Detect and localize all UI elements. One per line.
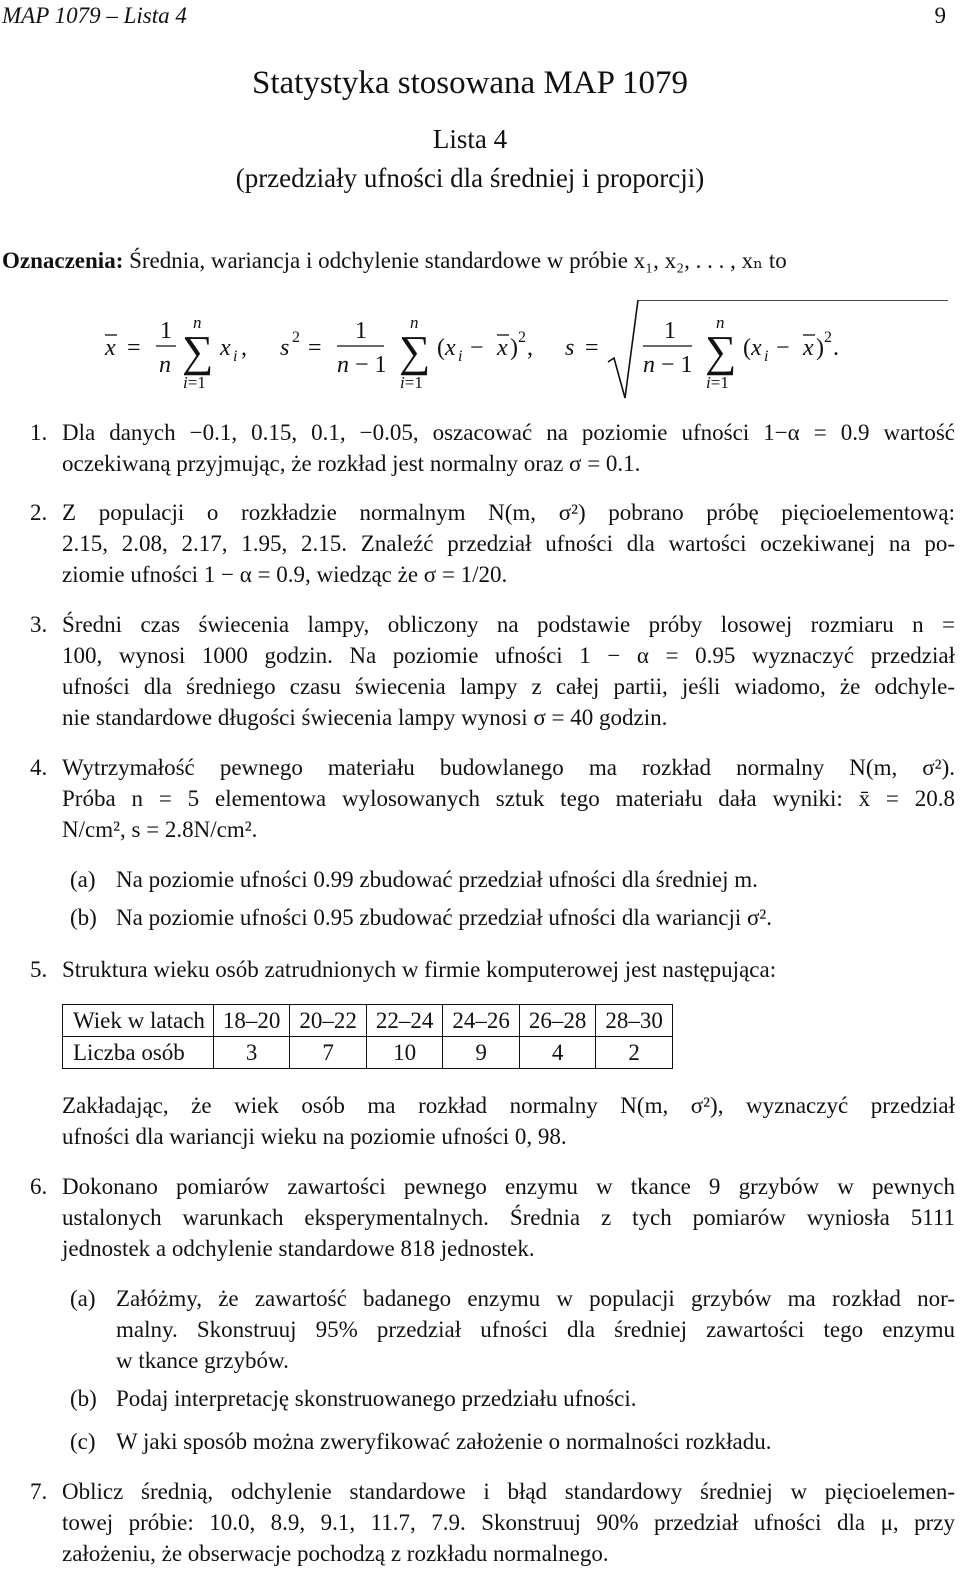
svg-text:.: .: [833, 335, 839, 361]
svg-text:i=1: i=1: [400, 373, 423, 392]
problem-number: 1.: [30, 420, 48, 445]
svg-text:x: x: [803, 335, 814, 361]
problem-line: ziomie ufności 1 − α = 0.9, wiedząc że σ = 1/20.: [62, 562, 508, 587]
svg-text:s: s: [565, 335, 575, 361]
subitem-line: Na poziomie ufności 0.99 zbudować przedział ufności dla średniej m.: [116, 867, 758, 892]
problem-line: nie standardowe długości świecenia lampy wynosi σ = 40 godzin.: [62, 705, 668, 730]
svg-text:): ): [510, 335, 518, 361]
page-number: 9: [934, 3, 946, 28]
problem-5: [30, 954, 955, 985]
svg-text:x: x: [105, 335, 116, 361]
svg-text:(x: (x: [437, 335, 456, 361]
subitem-label: (a): [70, 1286, 96, 1311]
subitem-line: W jaki sposób można zweryfikować założenie o normalności rozkładu.: [116, 1429, 772, 1454]
problem-line: 2.15, 2.08, 2.17, 1.95, 2.15. Znaleźć przedział ufności dla wartości oczekiwanej na po-: [62, 531, 955, 556]
problem-1: [30, 417, 955, 479]
svg-text:,: ,: [241, 335, 247, 361]
problem-line: Oblicz średnią, odchylenie standardowe i błąd standardowy średniej w pięcioelemen-: [62, 1479, 955, 1504]
problem-7: [30, 1476, 955, 1569]
svg-text:s: s: [280, 335, 290, 361]
problem-line: Struktura wieku osób zatrudnionych w firmie komputerowej jest następująca:: [62, 957, 777, 982]
problem-line: Średni czas świecenia lampy, obliczony na podstawie próby losowej rozmiaru n =: [62, 612, 955, 637]
subitem-line: Podaj interpretację skonstruowanego przedziału ufności.: [116, 1386, 637, 1411]
problem-number: 3.: [30, 612, 48, 637]
running-header: MAP 1079 – Lista 4: [2, 3, 187, 28]
notation-text: Średnia, wariancja i odchylenie standardowe w próbie x₁, x₂, . . . , xₙ to: [129, 248, 787, 273]
svg-text:): ): [816, 335, 824, 361]
svg-text:2: 2: [292, 329, 300, 346]
svg-text:n: n: [716, 313, 725, 332]
age-structure-table: [62, 1004, 673, 1069]
svg-text:n − 1: n − 1: [337, 352, 387, 378]
table-cell: 10: [366, 1037, 443, 1069]
svg-text:1: 1: [355, 318, 367, 344]
table-cell: 4: [519, 1037, 596, 1069]
svg-text:1: 1: [664, 318, 676, 344]
table-row: [63, 1005, 673, 1037]
svg-text:n: n: [193, 313, 202, 332]
problem-line: założeniu, że obserwacje pochodzą z rozkładu normalnego.: [62, 1541, 609, 1566]
subitem-label: (b): [70, 905, 97, 930]
table-cell: 3: [213, 1037, 290, 1069]
problem-line: Zakładając, że wiek osób ma rozkład normalny N(m, σ²), wyznaczyć przedział: [62, 1093, 955, 1118]
subitem-line: w tkance grzybów.: [116, 1348, 289, 1373]
svg-text:i: i: [233, 348, 238, 365]
problem-line: N/cm², s = 2.8N/cm².: [62, 817, 258, 842]
svg-text:=: =: [585, 335, 599, 361]
problem-2: [30, 497, 955, 590]
problem-line: jednostek a odchylenie standardowe 818 jednostek.: [62, 1236, 535, 1261]
table-cell: 9: [443, 1037, 520, 1069]
problem-4-subitem-a: [70, 864, 955, 895]
svg-text:−: −: [776, 335, 790, 361]
problem-line: ustalonych warunkach eksperymentalnych. Średnia z tych pomiarów wyniosła 5111: [62, 1205, 955, 1230]
problem-number: 4.: [30, 755, 48, 780]
problem-line: oczekiwaną przyjmując, że rozkład jest normalny oraz σ = 0.1.: [62, 451, 641, 476]
table-cell: 20–22: [290, 1005, 367, 1037]
svg-text:i: i: [764, 348, 769, 365]
document-title: Statystyka stosowana MAP 1079: [251, 65, 689, 101]
svg-text:2: 2: [518, 329, 526, 346]
problem-line: 100, wynosi 1000 godzin. Na poziomie ufności 1 − α = 0.95 wyznaczyć przedział: [62, 643, 955, 668]
age-structure-table-wrap: [62, 1004, 673, 1069]
notation-label: Oznaczenia:: [2, 248, 124, 273]
svg-text:i: i: [458, 348, 463, 365]
statistics-formulas: [0, 300, 960, 405]
svg-text:1: 1: [160, 318, 172, 344]
svg-text:,: ,: [527, 335, 533, 361]
subitem-label: (a): [70, 867, 96, 892]
problem-line: Dla danych −0.1, 0.15, 0.1, −0.05, oszacować na poziomie ufności 1−α = 0.9 wartość: [62, 420, 955, 445]
table-cell: Wiek w latach: [63, 1005, 214, 1037]
problem-number: 5.: [30, 957, 48, 982]
list-title: Lista 4: [432, 124, 508, 154]
svg-text:−: −: [470, 335, 484, 361]
table-cell: 22–24: [366, 1005, 443, 1037]
subitem-label: (c): [70, 1429, 96, 1454]
table-cell: 24–26: [443, 1005, 520, 1037]
problem-line: ufności dla średniego czasu świecenia lampy z całej partii, jeśli wiadomo, że odchyle-: [62, 674, 955, 699]
svg-text:n − 1: n − 1: [643, 352, 693, 378]
problem-line: Dokonano pomiarów zawartości pewnego enzymu w tkance 9 grzybów w pewnych: [62, 1174, 955, 1199]
svg-text:(x: (x: [743, 335, 762, 361]
problem-6-subitem-a: [70, 1283, 955, 1376]
svg-text:n: n: [410, 313, 419, 332]
svg-text:x: x: [497, 335, 508, 361]
problem-6-subitem-c: [70, 1426, 955, 1457]
table-cell: 7: [290, 1037, 367, 1069]
problem-number: 7.: [30, 1479, 48, 1504]
problem-4-subitem-b: [70, 902, 955, 933]
subitem-line: Załóżmy, że zawartość badanego enzymu w populacji grzybów ma rozkład nor-: [116, 1286, 955, 1311]
problem-line: ufności dla wariancji wieku na poziomie ufności 0, 98.: [62, 1124, 567, 1149]
svg-text:∑: ∑: [705, 327, 737, 376]
table-cell: Liczba osób: [63, 1037, 214, 1069]
table-row: [63, 1037, 673, 1069]
svg-text:n: n: [159, 352, 171, 378]
notation-paragraph: [2, 245, 942, 276]
subitem-line: malny. Skonstruuj 95% przedział ufności dla średniej zawartości tego enzymu: [116, 1317, 955, 1342]
problem-line: Z populacji o rozkładzie normalnym N(m, σ²) pobrano próbę pięcioelementową:: [62, 500, 955, 525]
svg-text:x: x: [220, 335, 231, 361]
svg-text:∑: ∑: [399, 327, 431, 376]
table-cell: 2: [596, 1037, 673, 1069]
problem-6: [30, 1171, 955, 1264]
problem-line: Próba n = 5 elementowa wylosowanych sztuk tego materiału dała wyniki: x̄ = 20.8: [62, 786, 955, 811]
problem-3: [30, 609, 955, 733]
problem-line: Wytrzymałość pewnego materiału budowlanego ma rozkład normalny N(m, σ²).: [62, 755, 955, 780]
subitem-label: (b): [70, 1386, 97, 1411]
svg-text:i=1: i=1: [706, 373, 729, 392]
problem-number: 2.: [30, 500, 48, 525]
svg-text:=: =: [127, 335, 141, 361]
svg-text:i=1: i=1: [183, 373, 206, 392]
subitem-line: Na poziomie ufności 0.95 zbudować przedział ufności dla wariancji σ².: [116, 905, 773, 930]
document-subtitle: (przedziały ufności dla średniej i proporcji): [235, 163, 705, 193]
table-cell: 18–20: [213, 1005, 290, 1037]
problem-6-subitem-b: [70, 1383, 955, 1414]
svg-text:=: =: [308, 335, 322, 361]
problem-line: towej próbie: 10.0, 8.9, 9.1, 11.7, 7.9. Skonstruuj 90% przedział ufności dla μ, przy: [62, 1510, 955, 1535]
table-cell: 26–28: [519, 1005, 596, 1037]
svg-text:∑: ∑: [182, 327, 214, 376]
problem-4: [30, 752, 955, 845]
problem-5-continuation: [30, 1090, 955, 1152]
table-cell: 28–30: [596, 1005, 673, 1037]
svg-text:2: 2: [824, 329, 832, 346]
problem-number: 6.: [30, 1174, 48, 1199]
